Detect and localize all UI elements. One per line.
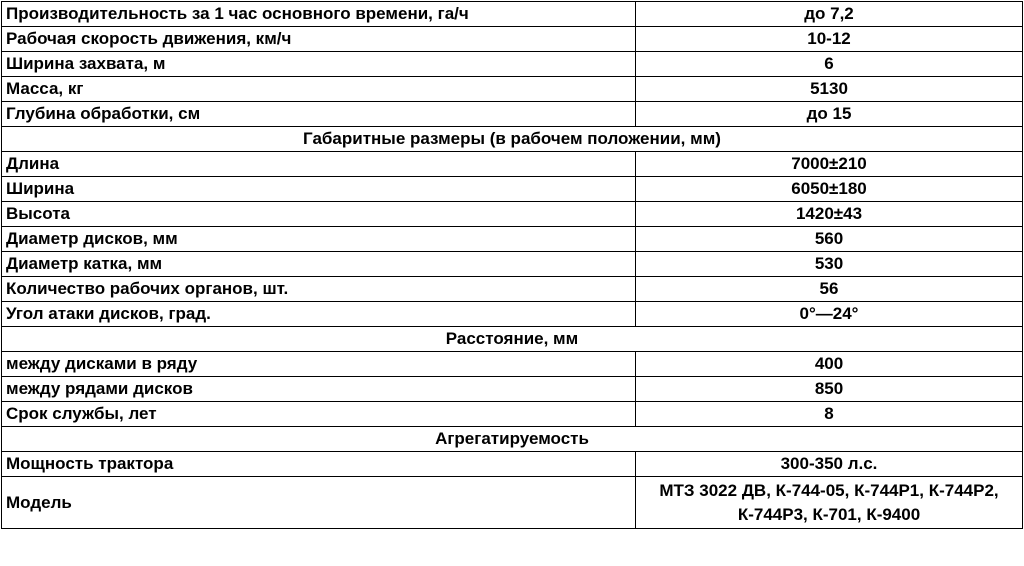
row-value: 8: [636, 402, 1023, 427]
section-header: Габаритные размеры (в рабочем положении, мм): [2, 127, 1023, 152]
table-row: [2, 77, 1023, 102]
section-header: Агрегатируемость: [2, 427, 1023, 452]
table-row: [2, 252, 1023, 277]
table-row: [2, 152, 1023, 177]
row-label: Количество рабочих органов, шт.: [2, 277, 636, 302]
row-value: до 15: [636, 102, 1023, 127]
row-value: 7000±210: [636, 152, 1023, 177]
row-value: 6050±180: [636, 177, 1023, 202]
table-row: [2, 377, 1023, 402]
table-row: [2, 302, 1023, 327]
table-row: [2, 2, 1023, 27]
table-row: [2, 277, 1023, 302]
row-value: 5130: [636, 77, 1023, 102]
row-value: 56: [636, 277, 1023, 302]
table-row: [2, 177, 1023, 202]
row-label: Ширина: [2, 177, 636, 202]
row-label: Производительность за 1 час основного времени, га/ч: [2, 2, 636, 27]
row-label: между рядами дисков: [2, 377, 636, 402]
row-value: 1420±43: [636, 202, 1023, 227]
table-row: [2, 352, 1023, 377]
section-row: [2, 427, 1023, 452]
spec-table-body: [2, 2, 1023, 529]
row-value: 300-350 л.с.: [636, 452, 1023, 477]
row-label: Модель: [2, 477, 636, 529]
row-value: 6: [636, 52, 1023, 77]
section-row: [2, 127, 1023, 152]
row-value: 850: [636, 377, 1023, 402]
table-row: [2, 102, 1023, 127]
section-header: Расстояние, мм: [2, 327, 1023, 352]
row-label: Угол атаки дисков, град.: [2, 302, 636, 327]
row-label: Диаметр дисков, мм: [2, 227, 636, 252]
section-row: [2, 327, 1023, 352]
table-row: [2, 227, 1023, 252]
row-label: Глубина обработки, см: [2, 102, 636, 127]
row-value: до 7,2: [636, 2, 1023, 27]
row-label: Рабочая скорость движения, км/ч: [2, 27, 636, 52]
table-row: [2, 402, 1023, 427]
row-label: между дисками в ряду: [2, 352, 636, 377]
table-row: [2, 477, 1023, 529]
row-label: Масса, кг: [2, 77, 636, 102]
table-row: [2, 27, 1023, 52]
table-row: [2, 452, 1023, 477]
row-label: Диаметр катка, мм: [2, 252, 636, 277]
row-value: 0°—24°: [636, 302, 1023, 327]
row-label: Ширина захвата, м: [2, 52, 636, 77]
row-value: 560: [636, 227, 1023, 252]
spec-table: [1, 1, 1023, 529]
row-label: Срок службы, лет: [2, 402, 636, 427]
row-value: 400: [636, 352, 1023, 377]
row-value: 10-12: [636, 27, 1023, 52]
table-row: [2, 52, 1023, 77]
table-row: [2, 202, 1023, 227]
row-label: Мощность трактора: [2, 452, 636, 477]
row-value: МТЗ 3022 ДВ, К-744-05, К-744Р1, К-744Р2, К-744Р3, К-701, К-9400: [636, 477, 1023, 529]
row-label: Длина: [2, 152, 636, 177]
row-label: Высота: [2, 202, 636, 227]
row-value: 530: [636, 252, 1023, 277]
